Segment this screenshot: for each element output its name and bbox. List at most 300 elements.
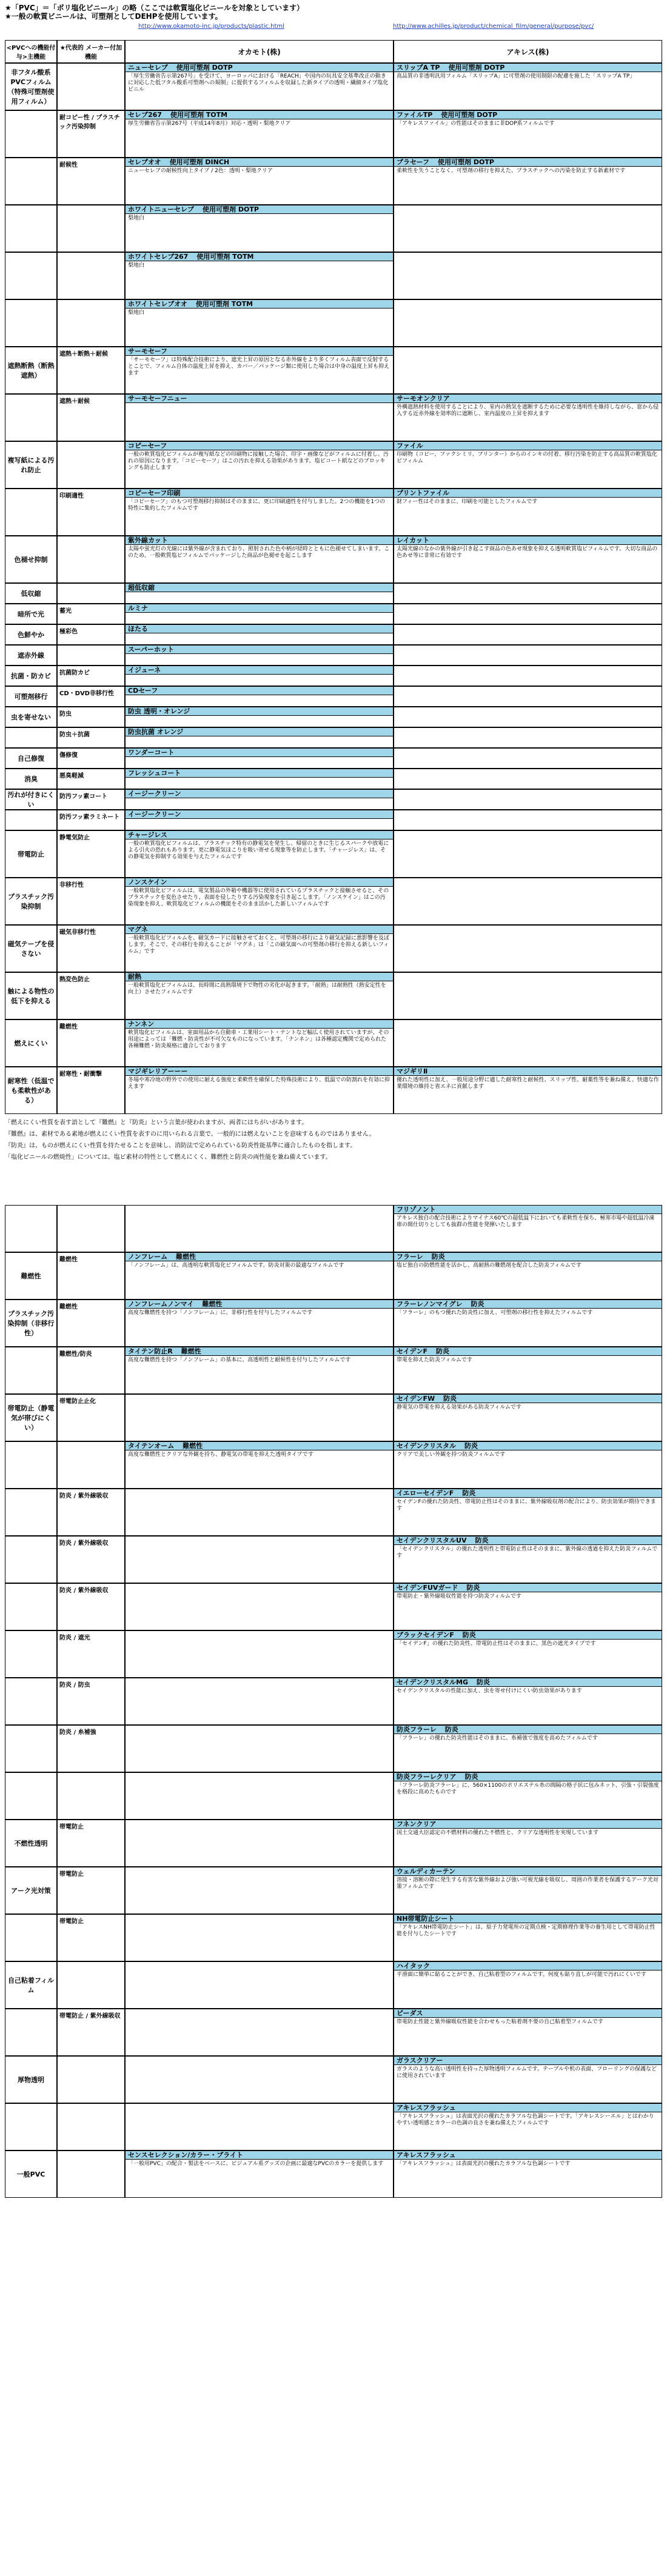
product-description: 太陽光線のなかの紫外線が引き起こす商品の色あせ現象を抑える透明軟質塩ビフィルムです。大切な商品の色あせ等に非常に有効です (397, 546, 658, 559)
product-name: ハイタック (397, 1962, 430, 1970)
feature-cell (57, 299, 125, 347)
category-cell: 自己粘着フィルム (5, 1961, 57, 2009)
product-name: ルミナ (128, 604, 148, 612)
okamoto-product (125, 1961, 394, 2009)
feature-cell (57, 2056, 125, 2103)
product-name-bar (126, 1020, 393, 1029)
okamoto-product (125, 727, 394, 748)
achilles-product (394, 830, 662, 878)
feature-cell: 防炎 / 紫外線吸収 (57, 1536, 125, 1583)
product-name: ホワイトセレブ267 (128, 253, 189, 261)
product-name-bar (394, 1347, 662, 1356)
product-name: センスセレクション/カラー・ブライト (128, 2151, 243, 2159)
achilles-product (394, 347, 662, 394)
category-cell (5, 1630, 57, 1678)
category-cell: 厚物透明 (5, 2056, 57, 2103)
product-name-bar (394, 489, 662, 498)
product-name-bar (126, 1347, 393, 1356)
product-name-bar (394, 2009, 662, 2018)
okamoto-product (125, 686, 394, 707)
product-name-bar (126, 300, 393, 309)
product-name-bar (394, 1395, 662, 1403)
feature-cell: 蓄光 (57, 604, 125, 624)
product-name: サーモセーフニュー (128, 395, 187, 402)
okamoto-product (125, 1489, 394, 1536)
product-name-bar (394, 1067, 662, 1076)
category-cell: 暗所で光 (5, 604, 57, 624)
product-description: 「コピーセーフ」のもつ可塑剤移行抑制はそのままに、更に印刷適性を付与しました。2つの機能を1つの特性に集約したフィルムです (128, 499, 386, 512)
category-cell (5, 299, 57, 347)
achilles-product (394, 2103, 662, 2151)
product-description: 「サーモセーフ」は特殊配合技術により、遮光上昇の原因となる赤外線をより多くフィルム表面で反射するとことで、フィルム自体の温度上昇を抑え、カバー／パッケージ類に使用した場合は中身の温度上昇も抑えます (128, 357, 390, 376)
achilles-product (394, 604, 662, 624)
feature-cell (57, 1961, 125, 2009)
product-name-bar (394, 1206, 662, 1214)
category-cell: 消臭 (5, 769, 57, 789)
product-description: 財フィー性はそのままに、印刷を可能としたフィルムです (397, 499, 538, 505)
category-cell: 帯電防止 (5, 830, 57, 878)
product-description: 梨地白 (128, 215, 145, 221)
product-name: 防虫 透明・オレンジ (128, 707, 190, 715)
product-name: イエローセイデンF (397, 1489, 454, 1497)
product-description: 高品質の非透明汎用フィルム「スリップA」に可塑剤の使用制限の配慮を施した「スリップA TP」 (397, 73, 635, 79)
achilles-product (394, 1347, 662, 1394)
category-cell (5, 1678, 57, 1725)
product-name: ナンネン (128, 1020, 155, 1028)
okamoto-product (125, 769, 394, 789)
category-cell: 色褪せ抑制 (5, 536, 57, 583)
category-cell (5, 1205, 57, 1252)
header-note-1: ★「PVC」＝「ポリ塩化ビニール」の略（ここでは軟質塩化ビニールを対象としています） (5, 4, 304, 12)
product-name-bar (394, 1489, 662, 1498)
okamoto-product (125, 1536, 394, 1583)
product-description: 高度な難燃性を持つ「ノンフレーム」に、非移行性を付与したフィルムです (128, 1310, 313, 1316)
product-name: セイデンFUVガード (397, 1584, 458, 1592)
product-name-bar (394, 2151, 662, 2160)
product-name: チャージレス (128, 831, 167, 839)
product-description: 帯電防止性能と紫外線吸収性能を合わせもった粘着剤不要の自己粘着型フィルムです (397, 2019, 603, 2025)
okamoto-product (125, 158, 394, 205)
product-description: 梨地白 (128, 310, 145, 316)
category-cell (5, 1441, 57, 1489)
category-cell (5, 1347, 57, 1394)
product-name-bar (394, 1442, 662, 1450)
product-name: 防炎フラーレ (397, 1726, 437, 1733)
product-name: ビーダス (397, 2009, 423, 2017)
achilles-product (394, 810, 662, 830)
category-cell: 一般PVC (5, 2151, 57, 2198)
product-description: 軟質塩化ビフィルムは、室面用品から自動車・工業用シート・テントなど幅広く使用されていますが、その用途によっては「難燃・防炎性が不可欠なものになっています。「ナンネン」は各種認定機関で定められた各種難燃・防炎規格に適合しております (128, 1030, 389, 1049)
plasticizer-label: 難燃性 (181, 1347, 201, 1355)
product-name-bar (394, 2104, 662, 2112)
product-name-bar (394, 158, 662, 167)
product-name: 紫外線カット (128, 536, 168, 544)
product-name: ホワイトセレブオオ (128, 300, 187, 308)
achilles-product (394, 686, 662, 707)
okamoto-product (125, 604, 394, 624)
feature-cell: 静電気防止 (57, 830, 125, 878)
product-name-bar (126, 831, 393, 839)
product-name: ノンスケイン (128, 878, 167, 886)
note-paragraph: 『難燃』は、素材である素地が燃えにくい性質を表すのに用いられる言葉で、一般的には燃えないことを意味するものではありません。 (5, 1131, 375, 1138)
feature-cell (57, 63, 125, 110)
plasticizer-label: 使用可塑剤 TOTM (196, 253, 254, 261)
product-description: 優れた透明性に加え、一般用途分野に適した耐寒性と耐候性、スリップ性、耐薬性等を兼ね備え、快適な作業環境の維持と省エネに貢献します (397, 1077, 659, 1090)
product-name-bar (394, 1915, 662, 1923)
product-name-bar (394, 1773, 662, 1781)
product-name: CDセーフ (128, 687, 158, 695)
achilles-product (394, 299, 662, 347)
achilles-product (394, 1300, 662, 1347)
achilles-product (394, 645, 662, 666)
product-name: タイテンオーム (128, 1442, 175, 1450)
product-name-bar (126, 604, 393, 613)
feature-cell: 悪臭軽減 (57, 769, 125, 789)
achilles-product (394, 748, 662, 769)
product-description: クリアで美しい外観を持つ防炎フィルムです (397, 1452, 506, 1458)
product-name-bar (126, 1067, 393, 1076)
category-cell: 低収縮 (5, 583, 57, 604)
feature-cell (57, 1441, 125, 1489)
product-description: 「フラーレ」のもつ優れた防炎性に加え、可塑剤の移行性を抑えたフィルムです (397, 1310, 593, 1316)
feature-cell: 防汚フッ素ラミネート (57, 810, 125, 830)
feature-cell: 難燃性 (57, 1300, 125, 1347)
product-name-bar (394, 1867, 662, 1876)
product-name-bar (126, 489, 393, 498)
achilles-product (394, 1067, 662, 1114)
okamoto-product (125, 2151, 394, 2198)
product-description: 柔軟性を失うことなく、可塑剤の移行を抑えた、プラスチックへの汚染を防止する新素材です (397, 168, 626, 174)
product-name-bar (394, 1300, 662, 1309)
feature-cell: 防炎 / 防虫 (57, 1678, 125, 1725)
column-headers (5, 40, 662, 63)
product-description: セイデンクリスタルの性能に加え、虫を寄せ付けにくい防虫効果があります (397, 1688, 582, 1694)
achilles-product (394, 878, 662, 925)
product-description: 印刷物（コピー、ファクシミリ、プリンター）からのインキの付着、移行汚染を防止する高品質の軟質塩化ビフィルム (397, 452, 657, 464)
plasticizer-label: 使用可塑剤 DOTP (448, 64, 505, 72)
plasticizer-label: 使用可塑剤 DOTP (176, 64, 233, 72)
product-name: フレッシュコート (128, 769, 181, 777)
feature-cell: 耐寒性・耐衝撃 (57, 1067, 125, 1114)
product-name: フリゾノント (397, 1206, 436, 1213)
category-cell: 自己修復 (5, 748, 57, 769)
product-name: マグネ (128, 926, 148, 933)
feature-cell (57, 2103, 125, 2151)
feature-cell: 防炎 / 紫外線吸収 (57, 1489, 125, 1536)
note-paragraph: 『防炎』は、ものが燃えにくい性質を持たせることを意味し、消防法で定められている防炎性能基準に適合したものを指します。 (5, 1143, 357, 1149)
achilles-product (394, 1678, 662, 1725)
feature-cell: 抗菌防カビ (57, 666, 125, 686)
category-cell: プラスチック汚染抑制 (5, 878, 57, 925)
category-cell: 遮赤外線 (5, 645, 57, 666)
category-cell (5, 252, 57, 299)
product-name-bar (126, 728, 393, 736)
product-name: タイテン防止R (128, 1347, 173, 1355)
plasticizer-label: 難燃性 (176, 1253, 196, 1261)
category-cell: 抗菌・防カビ (5, 666, 57, 686)
product-name-bar (126, 584, 393, 592)
category-cell: 燃えにくい (5, 1019, 57, 1067)
achilles-product (394, 1961, 662, 2009)
feature-cell: 帯電防止止化 (57, 1394, 125, 1441)
col-main-function: <PVCへの機能付与>主機能 (5, 40, 57, 63)
product-name: 耐熱 (128, 973, 141, 981)
achilles-product (394, 1394, 662, 1441)
achilles-product (394, 583, 662, 604)
plasticizer-label: 使用可塑剤 DINCH (169, 158, 230, 166)
product-name: イジューネ (128, 666, 161, 674)
product-name: アキレスフラッシュ (397, 2151, 456, 2159)
okamoto-product (125, 1394, 394, 1441)
product-name: マジギリⅡ (397, 1067, 428, 1075)
product-name: ファイルTP (397, 111, 433, 119)
okamoto-product (125, 1914, 394, 1961)
product-description: 高度な難燃性を持つ「ノンフレーム」の基本に、高透明性と耐候性を付与したフィルムです (128, 1357, 351, 1363)
product-name: イージークリーン (128, 790, 181, 798)
product-name-bar (394, 1726, 662, 1734)
category-cell (5, 1536, 57, 1583)
product-name: スーパーホット (128, 646, 174, 653)
okamoto-product (125, 789, 394, 810)
category-cell (5, 1914, 57, 1961)
category-cell (5, 158, 57, 205)
okamoto-product (125, 707, 394, 727)
feature-cell: 帯電防止 (57, 1914, 125, 1961)
feature-cell: 難燃性 (57, 1019, 125, 1067)
okamoto-product (125, 2056, 394, 2103)
plasticizer-label: 防炎 (466, 1584, 480, 1592)
okamoto-product (125, 394, 394, 441)
product-name: レイカット (397, 536, 430, 544)
plasticizer-label: 使用可塑剤 DOTP (441, 111, 498, 119)
okamoto-product (125, 1820, 394, 1867)
okamoto-product (125, 1725, 394, 1772)
product-name-bar (126, 646, 393, 654)
okamoto-product (125, 110, 394, 158)
category-cell: 遮熱断熱（断熱遮熱） (5, 347, 57, 394)
product-name: セイデンクリスタルMG (397, 1678, 468, 1686)
category-cell: 磁気テープを侵さない (5, 925, 57, 972)
product-description: ガラスのような高い透明性を持った厚物透明フィルムです。テーブルや机の表面、フローリングの保護などに使用されています (397, 2066, 657, 2079)
feature-cell: 極彩色 (57, 624, 125, 645)
plasticizer-label: 使用可塑剤 DOTP (203, 205, 259, 213)
product-description: 帯電を抑えた防炎フィルムです (397, 1357, 472, 1363)
product-name-bar (394, 1678, 662, 1687)
plasticizer-label: 難燃性 (202, 1300, 223, 1308)
okamoto-product (125, 1772, 394, 1820)
plasticizer-label: 防炎 (443, 1395, 457, 1403)
product-name-bar (126, 111, 393, 119)
achilles-product (394, 441, 662, 489)
achilles-product (394, 1630, 662, 1678)
product-name: 防虫抗菌 オレンジ (128, 728, 184, 736)
product-name: ノンフレーム (128, 1253, 168, 1261)
achilles-product (394, 1914, 662, 1961)
product-description: 「アキレスフラッシュ」は表面光沢の優れたカラフルな色調シートです。「アキレスシーエル」とはわかりやすい透明感とカラーの色調の良さを兼ね備えたフィルムです (397, 2114, 654, 2126)
feature-cell: 帯電防止 (57, 1867, 125, 1914)
achilles-product (394, 769, 662, 789)
product-name-bar (394, 1253, 662, 1261)
product-name-bar (126, 625, 393, 633)
product-name-bar (394, 1962, 662, 1970)
achilles-link[interactable]: http://www.achilles.jp/product/chemical_film/general/purpose/pvc/ (393, 23, 594, 30)
okamoto-product (125, 489, 394, 536)
achilles-product (394, 1536, 662, 1583)
feature-cell (57, 583, 125, 604)
product-name: ファイル (397, 442, 423, 450)
plasticizer-label: 防炎 (444, 1726, 458, 1733)
product-name-bar (394, 1820, 662, 1829)
product-name: セイデンF (397, 1347, 427, 1355)
product-name-bar (126, 1253, 393, 1261)
okamoto-product (125, 1347, 394, 1394)
product-name-bar (394, 1631, 662, 1640)
plasticizer-label: 使用可塑剤 TOTM (170, 111, 228, 119)
category-cell: 耐寒性（低温でも柔軟性がある） (5, 1067, 57, 1114)
achilles-product (394, 252, 662, 299)
product-description: 「アキレスフラッシュ」は表面光沢の優れたカラフルな色調シートです (397, 2161, 571, 2167)
product-name-bar (126, 810, 393, 819)
achilles-product (394, 2151, 662, 2198)
product-name: ガラスクリアー (397, 2057, 443, 2064)
feature-cell: 難燃性/防炎 (57, 1347, 125, 1394)
feature-cell (57, 252, 125, 299)
okamoto-product (125, 748, 394, 769)
feature-cell: 防虫＋抗菌 (57, 727, 125, 748)
achilles-product (394, 489, 662, 536)
achilles-product (394, 789, 662, 810)
category-cell (5, 394, 57, 441)
okamoto-product (125, 347, 394, 394)
feature-cell: 防虫 (57, 707, 125, 727)
feature-cell: 帯電防止 / 紫外線吸収 (57, 2009, 125, 2056)
header-note-2: ★一般の軟質ビニールは、可塑剤としてDEHPを使用しています。 (5, 12, 223, 21)
product-name: コピーセーフ (128, 442, 167, 450)
category-cell (5, 110, 57, 158)
feature-cell: 磁気非移行性 (57, 925, 125, 972)
feature-cell: CD・DVD非移行性 (57, 686, 125, 707)
okamoto-product (125, 1205, 394, 1252)
product-name-bar (394, 395, 662, 403)
achilles-product (394, 536, 662, 583)
product-name: フラーレ (397, 1253, 423, 1261)
product-name: セイデンクリスタルUV (397, 1537, 467, 1544)
product-name: セイデンFW (397, 1395, 435, 1403)
product-name-bar (126, 64, 393, 72)
okamoto-product (125, 810, 394, 830)
header (5, 4, 662, 42)
product-name-bar (126, 1300, 393, 1309)
product-name: ウェルディカーテン (397, 1867, 456, 1875)
category-cell (5, 727, 57, 748)
product-description: 塩ビ独自の防燃性能を活かし、高耐熱の難燃剤を配合した防炎フィルムです (397, 1263, 582, 1269)
product-description: 帯電防止・紫外線吸収性能を持つ防炎フィルムです (397, 1593, 521, 1600)
category-cell (5, 2009, 57, 2056)
product-description: 一般軟質塩化ビフィルムは、長時間に高熱環境下で物性の劣化が起きます。「耐熱」は耐熱性（熱安定性を向上）させたフィルムです (128, 983, 386, 995)
product-name: ホワイトニューセレブ (128, 205, 195, 213)
product-description: 外構遮熱材料を使用することにより、室内の熱気を遮断するために必要な透明性を維持しながら、窓から侵入する近赤外線を効率的に遮断し、室内温度の上昇を抑えます (397, 404, 659, 417)
category-cell: プラスチック汚染抑制（非移行性） (5, 1300, 57, 1347)
okamoto-product (125, 830, 394, 878)
product-description: 一般軟質塩化ビフィルムは、電気製品の外箱や機器等に使用されているプラスチックと接触させると、そのプラスチックを変色させたり、表面を侵したりする汚染現象を引き起こします。「ノンスケイン」はこの汚染現象を抑え、軟質塩化ビフィルムの機能をそのまま活かした新しいフィルムです (128, 888, 389, 907)
product-name-bar (126, 790, 393, 798)
achilles-product (394, 666, 662, 686)
product-name-bar (126, 878, 393, 887)
product-name: マジギレリアーーー (128, 1067, 188, 1075)
product-name-bar (126, 666, 393, 675)
product-name-bar (126, 769, 393, 778)
product-name: セレブ267 (128, 111, 162, 119)
product-name-bar (394, 442, 662, 450)
product-name-bar (126, 395, 393, 403)
okamoto-link[interactable]: http://www.okamoto-inc.jp/products/plastic.html (138, 23, 284, 30)
product-name: スリップA TP (397, 64, 440, 72)
product-description: 高度な難燃性とクリアな外観を持ち、静電気の帯電を抑えた透明タイプです (128, 1452, 313, 1458)
category-cell: 可塑剤移行 (5, 686, 57, 707)
achilles-product (394, 624, 662, 645)
okamoto-product (125, 1867, 394, 1914)
flame-note (5, 1119, 662, 1165)
product-name: ワンダーコート (128, 749, 175, 756)
feature-cell: 熱変色防止 (57, 972, 125, 1019)
okamoto-product (125, 2103, 394, 2151)
plasticizer-label: 防炎 (435, 1347, 449, 1355)
category-cell (5, 1772, 57, 1820)
product-description: ニューセレブの耐候性向上タイプ / 2色：透明・梨地クリア (128, 168, 273, 174)
feature-cell: 非移行性 (57, 878, 125, 925)
achilles-product (394, 394, 662, 441)
feature-cell: 遮熱＋断熱＋耐候 (57, 347, 125, 394)
feature-cell: 印刷適性 (57, 489, 125, 536)
product-description: 一般の軟質塩化ビフィルムが複写紙などの印刷物に接触した場合、印字・画像などがフィルムに付着し、汚れの原因になります。「コピーセーフ」はこの汚れを抑える効果があります。塩ビコート紙などのブロッキングも防止します (128, 452, 389, 471)
product-description: 「一般用PVC」の配合・製法をベースに、ビジュアル系グッズの企画に最適なPVCのカラーを提供します (128, 2161, 384, 2167)
product-name-bar (126, 749, 393, 757)
product-description: セイデンFの優れた防炎性、帯電防止性はそのままに、紫外線吸収剤の配合により、防虫効果が期待できます (397, 1499, 656, 1512)
product-description: 「ノンフレーム」は、高透明な軟質塩化ビフィルムです。防炎対策の最適なフィルムです (128, 1263, 344, 1269)
col-achilles: アキレス(株) (394, 40, 662, 63)
feature-cell (57, 1205, 125, 1252)
product-description: 厚生労働省告示第267号（平成14年8月）対応・透明・梨地クリア (128, 121, 291, 127)
product-name: ノンフレームノンマイ (128, 1300, 194, 1308)
okamoto-product (125, 1583, 394, 1630)
product-description: 国土交通大臣認定の不燃材料の優れた不燃性と、クリアな透明性を実現しています (397, 1830, 599, 1836)
feature-cell (57, 2151, 125, 2198)
product-name-bar (126, 926, 393, 934)
note-paragraph: 「燃えにくい性質を表す語として『難燃』と『防炎』という言葉が使われますが、両者にはちがいがあります。 (5, 1119, 308, 1126)
product-name-bar (394, 111, 662, 119)
okamoto-product (125, 299, 394, 347)
achilles-product (394, 1772, 662, 1820)
plasticizer-label: 使用可塑剤 TOTM (195, 300, 253, 308)
product-name-bar (394, 64, 662, 72)
product-description: 静電気の帯電を抑える効果がある防炎フィルムです (397, 1404, 521, 1410)
plasticizer-label: 防炎 (462, 1631, 476, 1639)
okamoto-product (125, 205, 394, 252)
okamoto-product (125, 536, 394, 583)
product-description: 太陽や蛍光灯の光線には紫外線が含まれており、照射された色や柄が経時とともに色褪せてしまいます。このため、一般軟質塩ビフィルムでパッケージした商品が色褪せを起こします (128, 546, 390, 559)
achilles-product (394, 1867, 662, 1914)
feature-cell: 難燃性 (57, 1252, 125, 1300)
col-okamoto: オカモト(株) (125, 40, 394, 63)
product-description: 「セイデンクリスタル」の優れた透明性と帯電防止性はそのままに、紫外線の透過を抑えた防炎フィルムです (397, 1546, 658, 1559)
feature-cell: 防炎 / 紫外線吸収 (57, 1583, 125, 1630)
plasticizer-label: 使用可塑剤 DOTP (438, 158, 494, 166)
category-cell: 帯電防止（静電気が帯びにくい） (5, 1394, 57, 1441)
product-name: ほたる (128, 625, 148, 633)
achilles-product (394, 1019, 662, 1067)
product-name: フラーレノンマイグレ (397, 1300, 463, 1308)
product-description: 「セイデンF」の優れた防炎性、帯電防止性はそのままに、黒色の遮光タイプです (397, 1641, 596, 1647)
